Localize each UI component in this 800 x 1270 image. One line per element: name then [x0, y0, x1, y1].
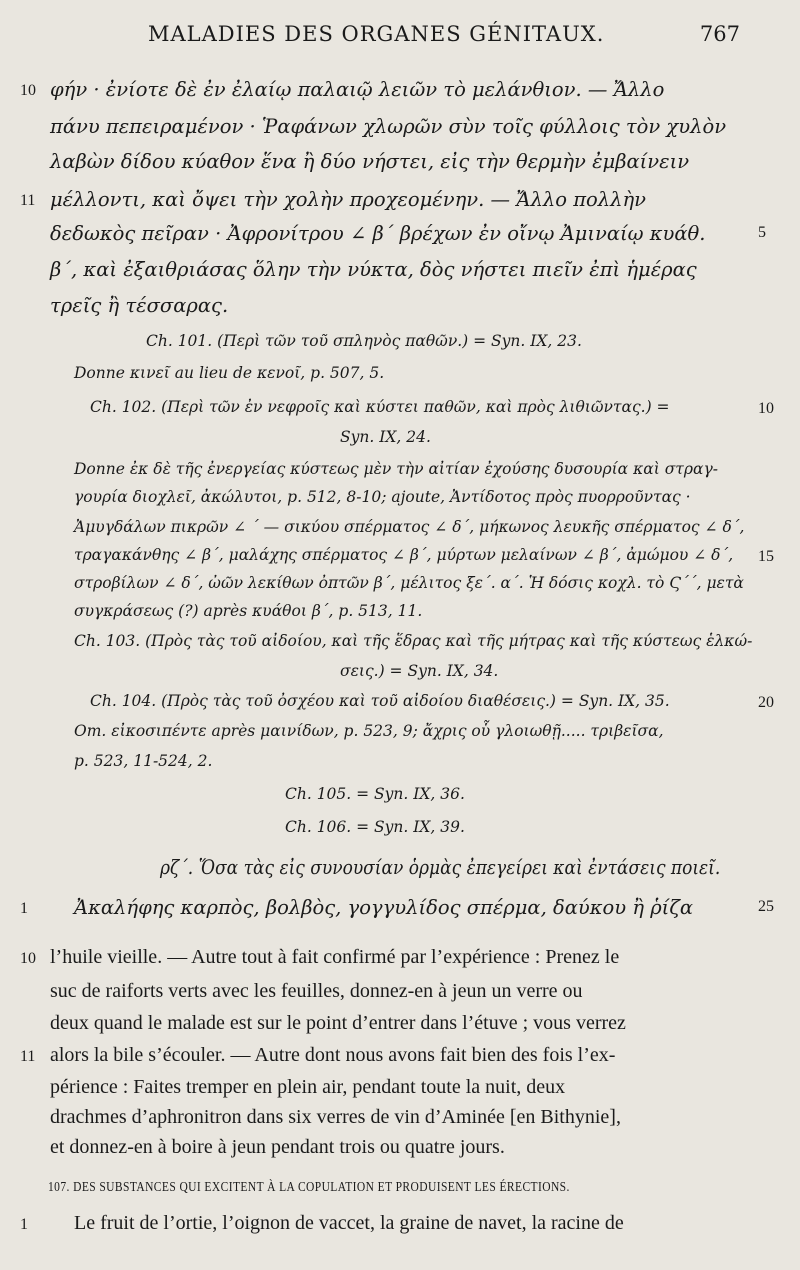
line-number-right: 25: [758, 898, 774, 915]
greek-line: φήν · ἐνίοτε δὲ ἐν ἐλαίῳ παλαιῷ λειῶν τὸ μελάνθιον. — Ἄλλο: [50, 78, 665, 101]
french-line: deux quand le malade est sur le point d’entrer dans l’étuve ; vous verrez: [50, 1012, 626, 1034]
running-header: [148, 22, 748, 46]
line-number-left: 10: [20, 950, 36, 967]
greek-line: λαβὼν δίδου κύαθον ἕνα ἢ δύο νήστει, εἰς τὴν θερμὴν ἐμβαίνειν: [50, 150, 690, 173]
line-number-left: 11: [20, 192, 36, 209]
note-line: Ch. 102. (Περὶ τῶν ἐν νεφροῖς καὶ κύστει παθῶν, καὶ πρὸς λιθιῶντας.) =: [90, 398, 670, 416]
line-number-left: 1: [20, 1216, 28, 1233]
greek-line: μέλλοντι, καὶ ὄψει τὴν χολὴν προχεομένην. — Ἄλλο πολλὴν: [50, 188, 647, 211]
line-number-left: 10: [20, 82, 36, 99]
note-line: Om. εἰκοσιπέντε après μαινίδων, p. 523, 9; ἄχρις οὗ γλοιωθῇ..... τριβεῖσα,: [74, 722, 664, 740]
french-line: suc de raiforts verts avec les feuilles, donnez-en à jeun un verre ou: [50, 980, 583, 1002]
note-line: συγκράσεως (?) après κυάθοι β´, p. 513, 11.: [74, 602, 423, 620]
french-line: périence : Faites tremper en plein air, pendant toute la nuit, deux: [50, 1076, 566, 1098]
line-number-right: 20: [758, 694, 774, 711]
french-line: et donnez-en à boire à jeun pendant trois ou quatre jours.: [50, 1136, 505, 1158]
note-line: Syn. IX, 24.: [340, 428, 431, 446]
french-line: alors la bile s’écouler. — Autre dont nous avons fait bien des fois l’ex-: [50, 1044, 616, 1066]
note-line: Ch. 103. (Πρὸς τὰς τοῦ αἰδοίου, καὶ τῆς ἕδρας καὶ τῆς μήτρας καὶ τῆς κύστεως ἑλκώ-: [74, 632, 753, 650]
note-line: Donne ἐκ δὲ τῆς ἐνεργείας κύστεως μὲν τὴν αἰτίαν ἐχούσης δυσουρία καὶ στραγ-: [74, 460, 718, 478]
note-line: Ἀμυγδάλων πικρῶν ∠ ´ — σικύου σπέρματος ∠ δ´, μήκωνος λευκῆς σπέρματος ∠ δ´,: [74, 518, 745, 536]
greek-line: δεδωκὸς πεῖραν · Ἀφρονίτρου ∠ β´ βρέχων ἐν οἴνῳ Ἀμιναίῳ κυάθ.: [50, 222, 706, 245]
greek-section-line: ρζ´. Ὅσα τὰς εἰς συνουσίαν ὁρμὰς ἐπεγείρει καὶ ἐντάσεις ποιεῖ.: [160, 856, 721, 879]
greek-line: πάνυ πεπειραμένον · Ῥαφάνων χλωρῶν σὺν τοῖς φύλλοις τὸν χυλὸν: [50, 115, 727, 138]
line-number-right: 5: [758, 224, 766, 241]
note-line: Ch. 105. = Syn. IX, 36.: [285, 785, 465, 803]
header-title: MALADIES DES ORGANES GÉNITAUX.: [148, 22, 605, 46]
note-line: γουρία διοχλεῖ, ἀκώλυτοι, p. 512, 8-10; ajoute, Ἀντίδοτος πρὸς πυορροῦντας ·: [74, 488, 691, 506]
french-section-line: 107. DES SUBSTANCES QUI EXCITENT À LA COPULATION ET PRODUISENT LES ÉRECTIONS.: [48, 1180, 570, 1195]
note-line: Ch. 104. (Πρὸς τὰς τοῦ ὀσχέου καὶ τοῦ αἰδοίου διαθέσεις.) = Syn. IX, 35.: [90, 692, 670, 710]
note-line: σεις.) = Syn. IX, 34.: [340, 662, 499, 680]
note-line: τραγακάνθης ∠ β´, μαλάχης σπέρματος ∠ β´, μύρτων μελαίνων ∠ β´, ἀμώμου ∠ δ´,: [74, 546, 734, 564]
greek-line: τρεῖς ἢ τέσσαρας.: [50, 294, 229, 317]
greek-line: β´, καὶ ἐξαιθριάσας ὅλην τὴν νύκτα, δὸς νήστει πιεῖν ἐπὶ ἡμέρας: [50, 258, 697, 281]
line-number-left: 1: [20, 900, 28, 917]
french-line: l’huile vieille. — Autre tout à fait confirmé par l’expérience : Prenez le: [50, 946, 620, 968]
line-number-left: 11: [20, 1048, 36, 1065]
greek-section-line: Ἀκαλήφης καρπὸς, βολβὸς, γογγυλίδος σπέρμα, δαύκου ἢ ῥίζα: [74, 896, 694, 919]
french-line: drachmes d’aphronitron dans six verres de vin d’Aminée [en Bithynie],: [50, 1106, 621, 1128]
note-line: Ch. 106. = Syn. IX, 39.: [285, 818, 465, 836]
note-line: Ch. 101. (Περὶ τῶν τοῦ σπληνὸς παθῶν.) = Syn. IX, 23.: [146, 332, 582, 350]
line-number-right: 10: [758, 400, 774, 417]
page-number: 767: [699, 22, 740, 46]
french-section-line: Le fruit de l’ortie, l’oignon de vaccet, la graine de navet, la racine de: [74, 1212, 624, 1234]
note-line: p. 523, 11-524, 2.: [74, 752, 213, 770]
note-line: στροβίλων ∠ δ´, ὠῶν λεκίθων ὀπτῶν β´, μέλιτος ξε´. α´. Ἡ δόσις κοχλ. τὸ Ϛ´´, μετὰ: [74, 574, 744, 592]
line-number-right: 15: [758, 548, 774, 565]
note-line: Donne κινεῖ au lieu de κενοῖ, p. 507, 5.: [74, 364, 385, 382]
